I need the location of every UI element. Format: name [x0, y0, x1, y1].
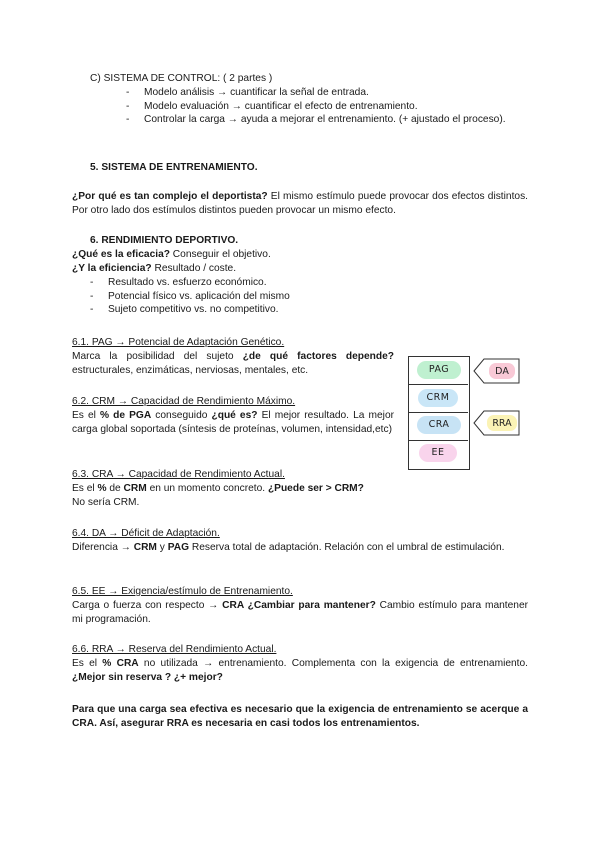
section-c-list: [126, 86, 528, 127]
list-item: - Sujeto competitivo vs. no competitivo.: [90, 303, 390, 317]
s66-paragraph: Es el % CRA no utilizada → entrenamiento. Complementa con la exigencia de entrenamiento. ¿Mejor sin reserva ? ¿+ mejor?: [72, 658, 528, 683]
efficiency-line: ¿Y la eficiencia? Resultado / coste.: [72, 263, 237, 274]
diagram-cell-crm: CRM: [418, 389, 458, 407]
s61-paragraph: Marca la posibilidad del sujeto ¿de qué factores depende? estructurales, enzimáticas, nerviosas, mentales, etc.: [72, 351, 394, 376]
s64-paragraph: Diferencia → CRM y PAG Reserva total de adaptación. Relación con el umbral de estimulación.: [72, 542, 505, 553]
diagram-cell-cra: CRA: [417, 416, 461, 434]
diagram-tag-da: DA: [495, 366, 509, 377]
diagram-cell-ee: EE: [419, 444, 457, 462]
performance-diagram: [408, 356, 520, 470]
s62-paragraph: Es el % de PGA conseguido ¿qué es? El mejor resultado. La mejor carga global soportada (síntesis de proteínas, volumen, intensidad,etc): [72, 410, 394, 435]
section-5-paragraph: ¿Por qué es tan complejo el deportista? El mismo estímulo puede provocar dos efectos distintos. Por otro lado dos estímulos distintos pueden provocar un mismo efecto.: [72, 191, 528, 216]
section-c-heading: C) SISTEMA DE CONTROL: ( 2 partes ): [90, 73, 273, 84]
s63-line2: No sería CRM.: [72, 497, 140, 508]
s65-title: 6.5. EE → Exigencia/estímulo de Entrenamiento.: [72, 586, 293, 597]
s66-title: 6.6. RRA → Reserva del Rendimiento Actual.: [72, 644, 277, 655]
diagram-divider: [408, 440, 468, 441]
s64-title: 6.4. DA → Déficit de Adaptación.: [72, 528, 220, 539]
list-item: - Modelo análisis → cuantificar la señal de entrada.: [126, 86, 528, 100]
diagram-divider: [408, 384, 468, 385]
efficacy-line: ¿Qué es la eficacia? Conseguir el objetivo.: [72, 249, 271, 260]
section-6-list: [90, 276, 390, 317]
diagram-cell-pag: PAG: [417, 361, 461, 379]
diagram-tag-rra: RRA: [492, 418, 512, 429]
list-item: - Resultado vs. esfuerzo económico.: [90, 276, 390, 290]
s61-title: 6.1. PAG → Potencial de Adaptación Genético.: [72, 337, 285, 348]
section-6-heading: 6. RENDIMIENTO DEPORTIVO.: [90, 235, 239, 246]
conclusion-paragraph: Para que una carga sea efectiva es necesario que la exigencia de entrenamiento se acerque a CRA. Así, asegurar RRA es necesaria en casi todos los entrenamientos.: [72, 704, 528, 729]
list-item: - Potencial físico vs. aplicación del mismo: [90, 290, 390, 304]
list-item: - Modelo evaluación → cuantificar el efecto de entrenamiento.: [126, 100, 528, 114]
s63-paragraph: Es el % de CRM en un momento concreto. ¿Puede ser > CRM?: [72, 483, 364, 494]
s63-title: 6.3. CRA → Capacidad de Rendimiento Actual.: [72, 469, 285, 480]
diagram-divider: [408, 412, 468, 413]
list-item: - Controlar la carga → ayuda a mejorar el entrenamiento. (+ ajustado el proceso).: [126, 113, 528, 127]
s65-paragraph: Carga o fuerza con respecto → CRA ¿Cambiar para mantener? Cambio estímulo para mantener mi programación.: [72, 600, 528, 625]
section-5-heading: 5. SISTEMA DE ENTRENAMIENTO.: [90, 162, 258, 173]
s62-title: 6.2. CRM → Capacidad de Rendimiento Máximo.: [72, 396, 296, 407]
